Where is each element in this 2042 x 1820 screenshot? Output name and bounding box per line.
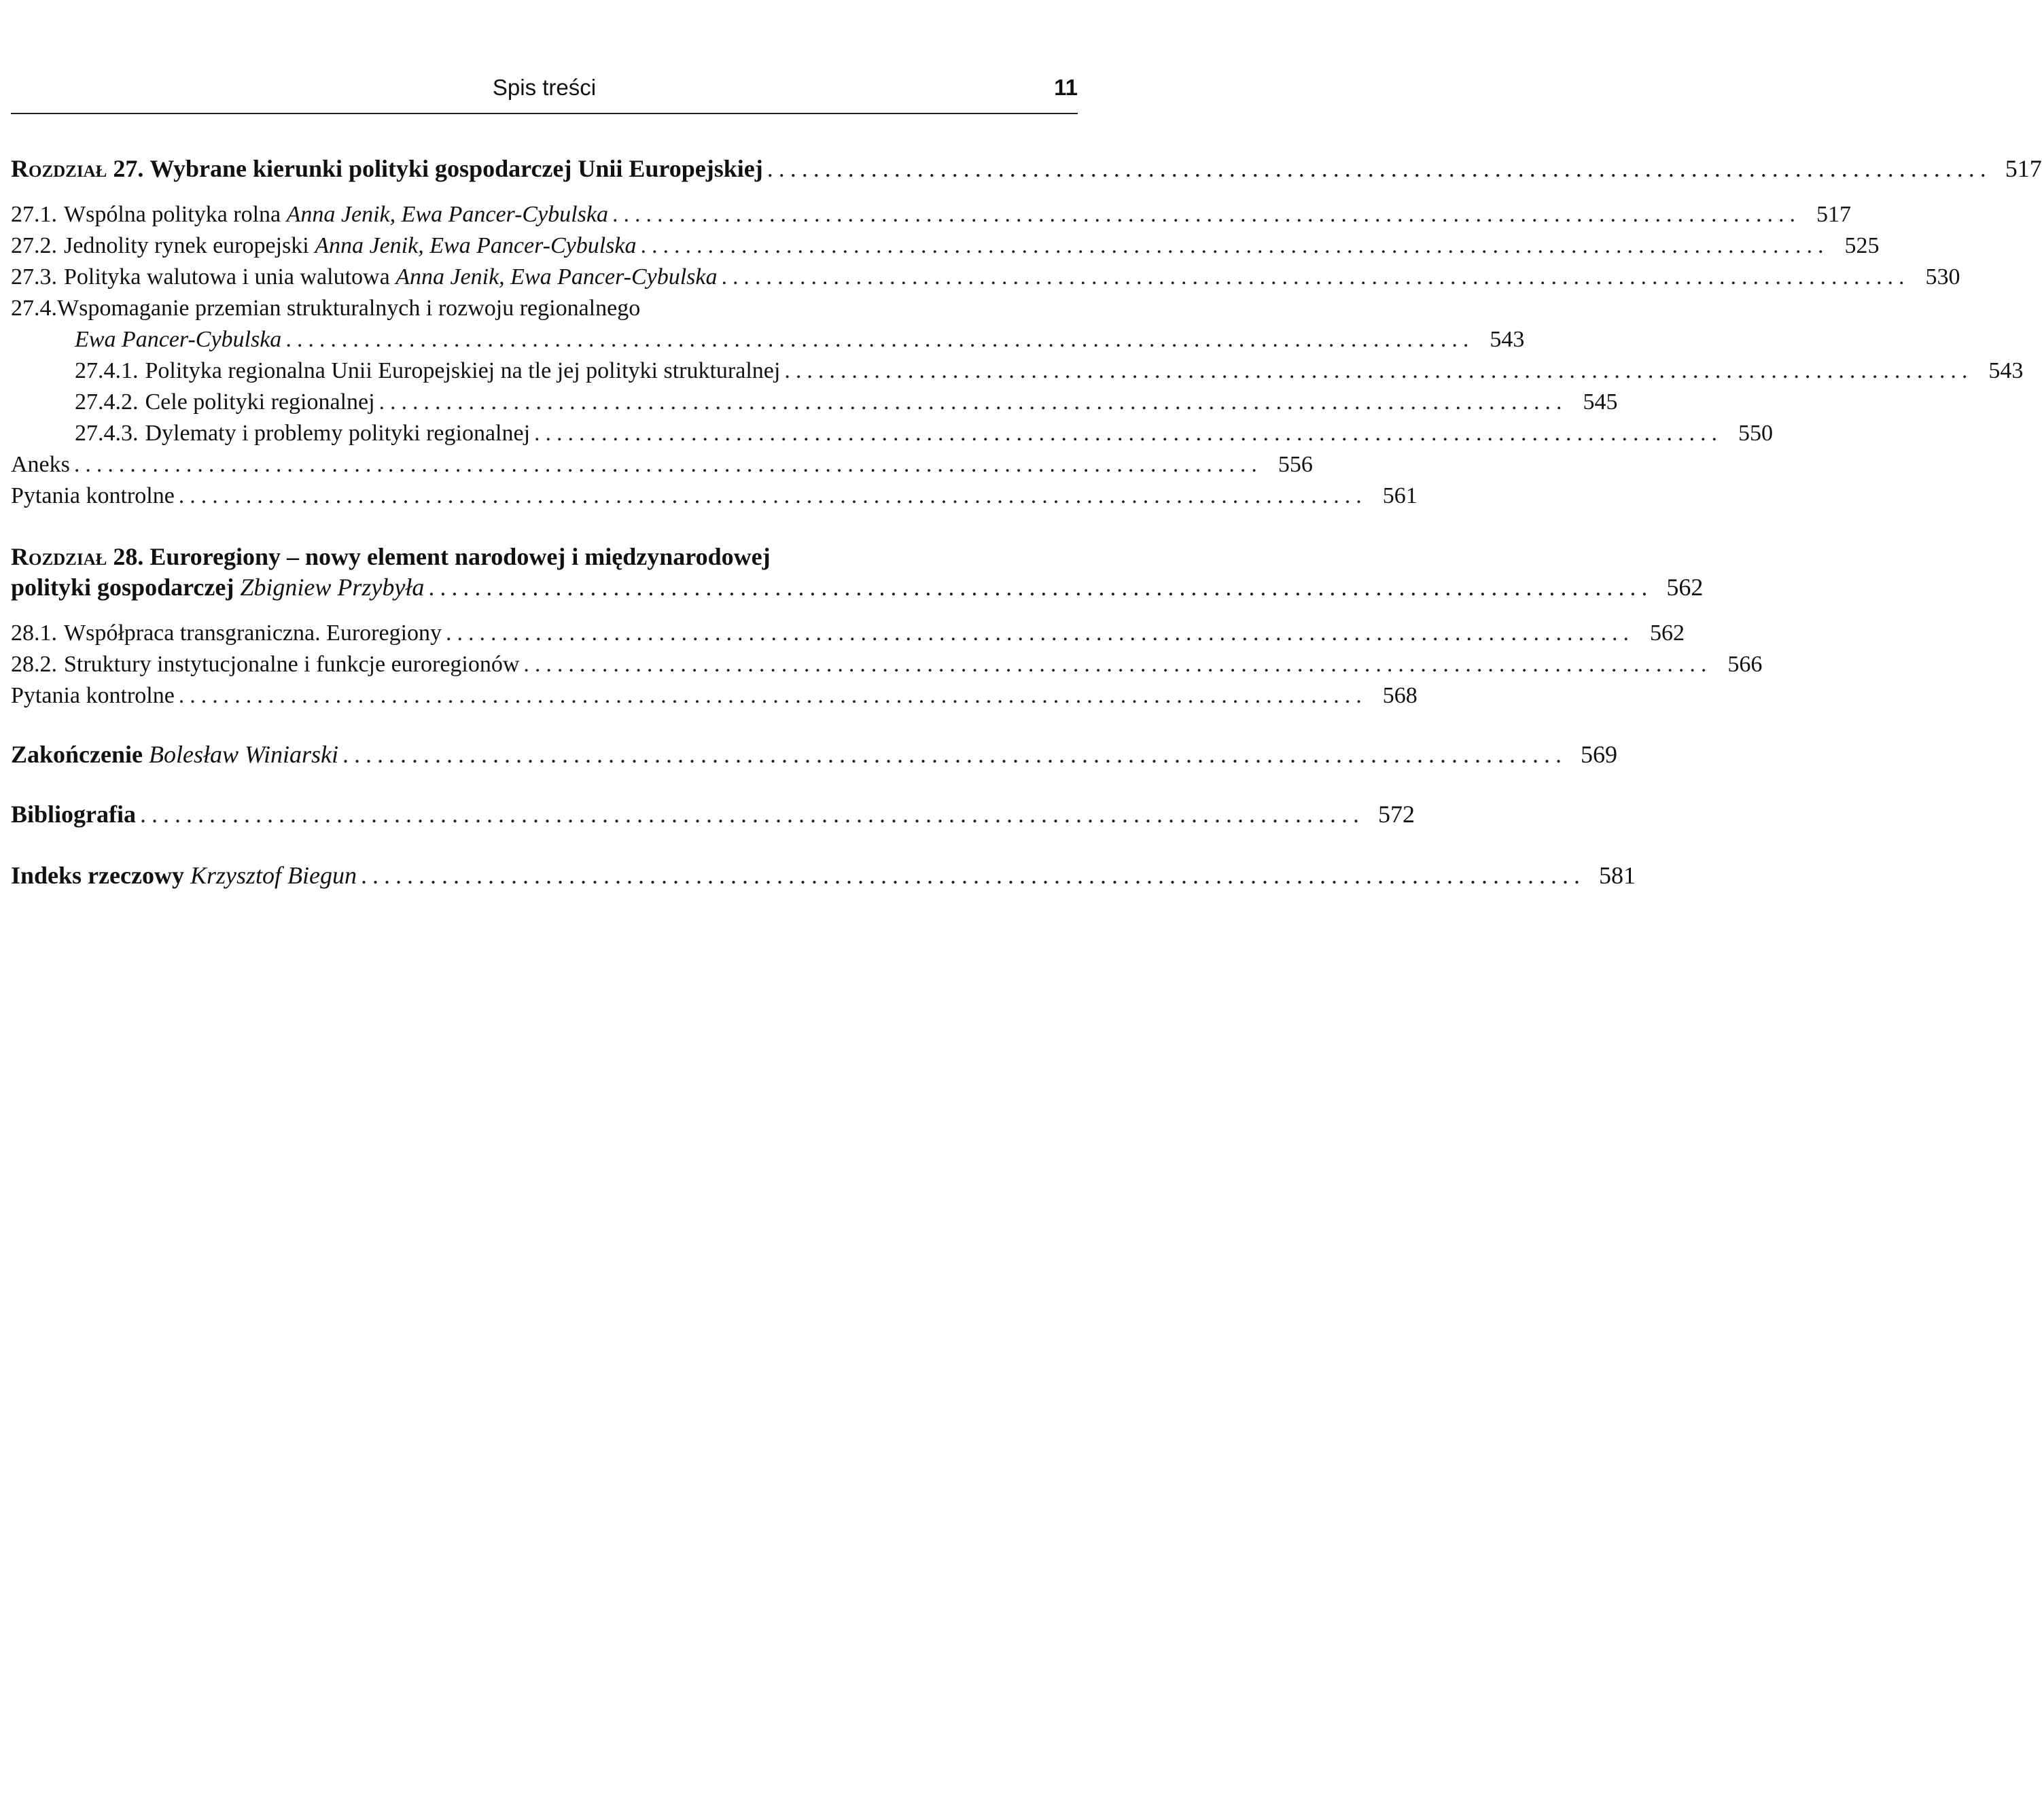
entry-page: 556 [1278,452,1313,477]
section-page: 569 [1581,741,1617,768]
section-page: 572 [1378,801,1415,828]
chapter-title-cont: polityki gospodarczej [11,574,234,601]
toc-entry [11,231,1880,261]
running-title: Spis treści [492,75,597,100]
chapter-author: Zbigniew Przybyła [240,574,425,601]
entry-author: Anna Jenik, Ewa Pancer-Cybulska [286,202,608,227]
entry-title: Jednolity rynek europejski [64,233,309,258]
entry-title: Wspomaganie przemian strukturalnych i rozwoju regionalnego [57,296,641,321]
entry-title: Dylematy i problemy polityki regionalnej [145,421,531,446]
entry-page: 550 [1738,421,1774,446]
entry-title: Struktury instytucjonalne i funkcje euroregionów [64,652,520,677]
toc-subentry [75,419,1774,449]
leader-dots: .......................................................................................................... [640,233,1829,258]
chapter-number: 27. [113,155,144,182]
leader-dots: .......................................................................................................... [285,327,1475,352]
entry-page: 561 [1382,483,1418,508]
toc-entry-line1 [11,294,640,323]
leader-dots: .......................................................................................................... [379,389,1568,415]
toc-entry [11,450,1313,480]
entry-author: Ewa Pancer-Cybulska [75,327,282,352]
leader-dots: .......................................................................................................... [523,652,1712,677]
entry-author: Anna Jenik, Ewa Pancer-Cybulska [395,264,718,290]
section-title: Bibliografia [11,801,137,828]
toc-entry [11,200,1851,230]
section-title: Zakończenie [11,741,143,768]
toc-entry-line2 [75,325,1525,355]
leader-dots: .......................................................................................................... [784,358,1973,383]
entry-author: Anna Jenik, Ewa Pancer-Cybulska [315,233,637,258]
entry-title: Współpraca transgraniczna. Euroregiony [64,620,442,646]
entry-title: Wspólna polityka rolna [64,202,281,227]
entry-title: Polityka walutowa i unia walutowa [64,264,390,290]
leader-dots: .......................................................................................................... [612,202,1801,227]
chapter-27-heading [11,154,2042,183]
leader-dots: .......................................................................................................... [360,862,1585,889]
entry-number: 27.1. [11,202,57,227]
section-title: Indeks rzeczowy [11,862,184,889]
entry-number: 28.1. [11,620,57,646]
section-author: Krzysztof Biegun [190,862,357,889]
entry-page: 545 [1583,389,1618,415]
leader-dots: .......................................................................................................... [534,421,1723,446]
toc-subentry [75,387,1618,417]
leader-dots: .......................................................................................................... [428,574,1653,601]
entry-page: 568 [1382,683,1418,708]
page-number: 11 [1054,75,1078,100]
entry-number: 27.3. [11,264,57,290]
leader-dots: .......................................................................................................... [178,483,1367,508]
entry-page: 562 [1650,620,1685,646]
entry-number: 27.4.2. [75,389,139,415]
chapter-label: Rozdział [11,155,107,182]
entry-number: 27.4.1. [75,358,139,383]
entry-title: Pytania kontrolne [11,683,175,708]
entry-page: 543 [1988,358,2024,383]
section-author: Bolesław Winiarski [149,741,338,768]
entry-number: 27.2. [11,233,57,258]
entry-page: 530 [1925,264,1960,290]
toc-entry [11,681,1418,711]
entry-title: Pytania kontrolne [11,483,175,508]
chapter-number: 28. [113,543,144,570]
toc-entry [11,262,1960,292]
leader-dots: .......................................................................................................... [767,155,1992,182]
entry-page: 566 [1727,652,1763,677]
chapter-28-heading-line1 [11,541,771,572]
chapter-title: Euroregiony – nowy element narodowej i międzynarodowej [149,543,771,570]
leader-dots: .......................................................................................................... [342,741,1567,768]
toc-entry [11,618,1685,648]
entry-page: 543 [1490,327,1525,352]
chapter-page: 517 [2005,155,2042,182]
entry-number: 28.2. [11,652,57,677]
chapter-28-heading-line2 [11,572,1704,602]
leader-dots: .......................................................................................................... [178,683,1367,708]
entry-page: 525 [1844,233,1880,258]
leader-dots: .......................................................................................................... [140,801,1365,828]
leader-dots: .......................................................................................................... [446,620,1635,646]
toc-section-zakonczenie [11,739,1617,769]
entry-number: 27.4. [11,296,57,321]
section-page: 581 [1598,862,1636,889]
entry-title: Aneks [11,452,70,477]
leader-dots: .......................................................................................................... [721,264,1910,290]
page-header [11,73,1078,114]
entry-title: Polityka regionalna Unii Europejskiej na tle jej polityki strukturalnej [145,358,781,383]
toc-section-indeks [11,860,1636,890]
chapter-label: Rozdział [11,543,107,570]
toc-entry [11,650,1763,680]
toc-section-bibliografia [11,799,1415,829]
chapter-title: Wybrane kierunki polityki gospodarczej Unii Europejskiej [149,155,763,182]
leader-dots: .......................................................................................................... [73,452,1263,477]
entry-title: Cele polityki regionalnej [145,389,375,415]
entry-page: 517 [1816,202,1851,227]
toc-entry [11,481,1418,511]
chapter-page: 562 [1666,574,1704,601]
entry-number: 27.4.3. [75,421,139,446]
toc-subentry [75,356,2024,386]
